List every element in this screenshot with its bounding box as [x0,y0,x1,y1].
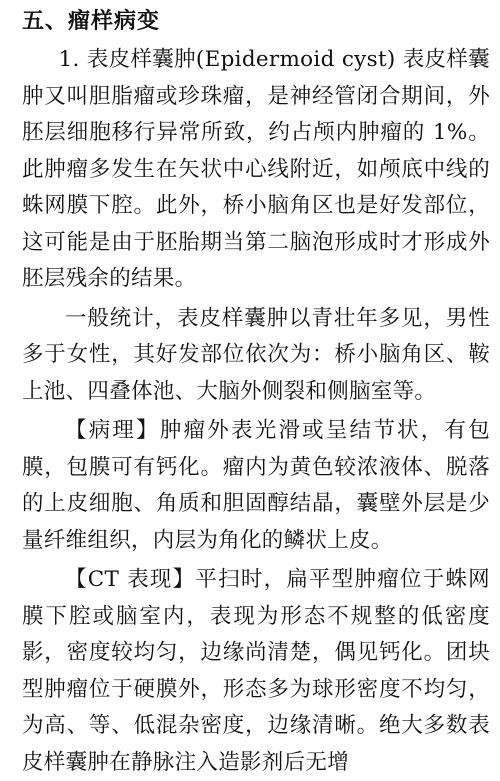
section-heading: 五、瘤样病变 [22,9,161,34]
paragraph-ct-findings: 【CT 表现】平扫时，扁平型肿瘤位于蛛网膜下腔或脑室内，表现为形态不规整的低密度影，密度较均匀，边缘尚清楚，偶见钙化。团块型肿瘤位于硬膜外，形态多为球形密度不均匀，为高、等、低混杂密度，边缘清晰。绝大多数表皮样囊肿在静脉注入造影剂后无增 [22,567,490,775]
paragraph-epidermoid-intro: 1. 表皮样囊肿(Epidermoid cyst) 表皮样囊肿又叫胆脂瘤或珍珠瘤，是神经管闭合期间，外胚层细胞移行异常所致，约占颅内肿瘤的 1%。此肿瘤多发生在矢状中心线附近，如颅底中线的蛛网膜下腔。此外，桥小脑角区也是好发部位，这可能是由于胚胎期当第二脑泡形成时才形成外胚层残余的结果。 [22,47,490,291]
paragraph-pathology: 【病理】肿瘤外表光滑或呈结节状，有包膜，包膜可有钙化。瘤内为黄色较浓液体、脱落的上皮细胞、角质和胆固醇结晶，囊壁外层是少量纤维组织，内层为角化的鳞状上皮。 [22,418,490,553]
paragraph-statistics: 一般统计，表皮样囊肿以青壮年多见，男性多于女性，其好发部位依次为：桥小脑角区、鞍上池、四叠体池、大脑外侧裂和侧脑室等。 [22,305,490,404]
